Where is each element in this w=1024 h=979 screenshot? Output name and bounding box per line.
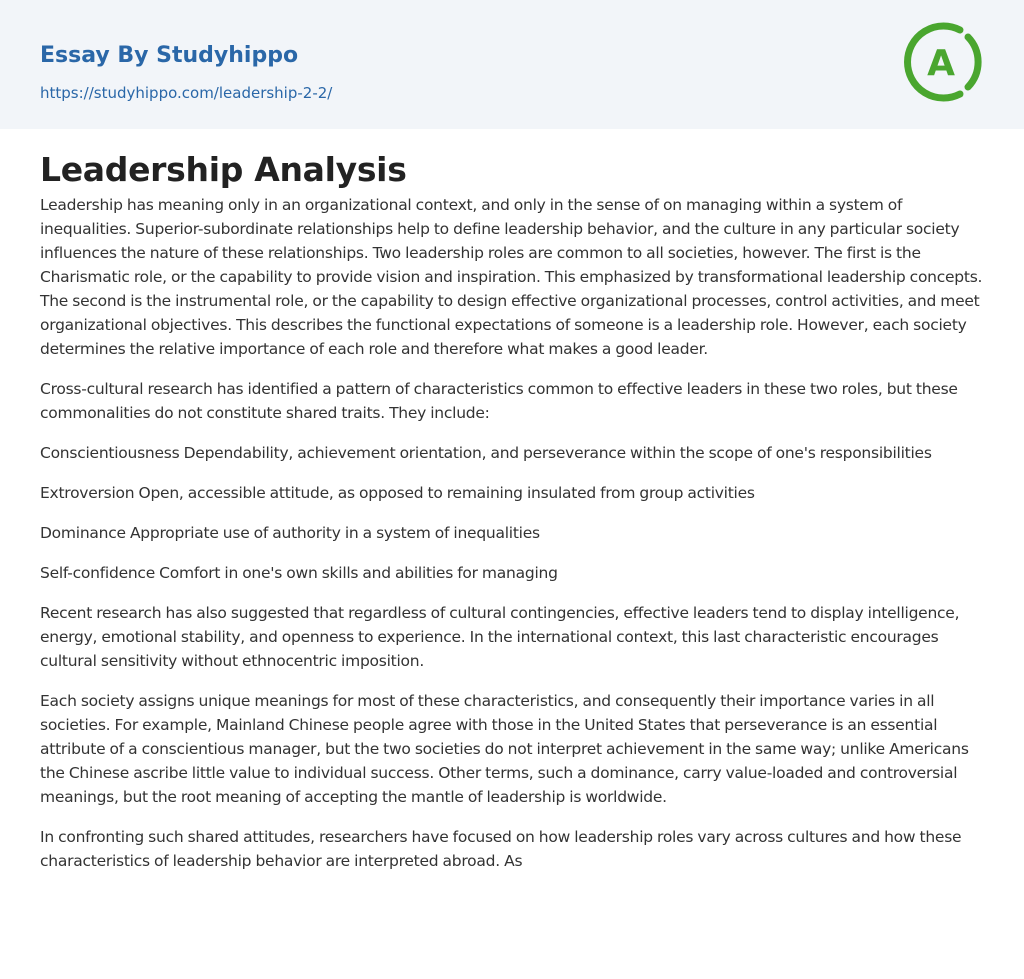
brand-title[interactable]: Essay By Studyhippo [40,43,299,68]
paragraph-self-confidence: Self-confidence Comfort in one's own skills and abilities for managing [40,564,558,582]
paragraph-recent-research: Recent research has also suggested that regardless of cultural contingencies, effective leaders tend to display intelligence, energy, emotional stability, and openness to experience. In the international context, this last characteristic encourages cultural sensitivity without ethnocentric imposition. [40,604,960,670]
site-header [0,0,1024,129]
article-body [0,129,1024,873]
paragraph-cross-cultural: Cross-cultural research has identified a pattern of characteristics common to effective leaders in these two roles, but these commonalities do not constitute shared traits. They include: [40,380,958,422]
paragraph-society-meanings: Each society assigns unique meanings for most of these characteristics, and consequently their importance varies in all societies. For example, Mainland Chinese people agree with those in the United States that perseverance is an essential attribute of a conscientious manager, but the two societies do not interpret achievement in the same way; unlike Americans the Chinese ascribe little value to individual success. Other terms, such a dominance, carry value-loaded and controversial meanings, but the root meaning of accepting the mantle of leadership is worldwide. [40,692,969,806]
logo-arc-right [968,37,978,87]
paragraph-conscientiousness: Conscientiousness Dependability, achievement orientation, and perseverance within the scope of one's responsibilities [40,444,932,462]
studyhippo-logo-icon[interactable] [898,18,986,106]
logo-letter: A [927,43,955,84]
paragraph-shared-attitudes: In confronting such shared attitudes, researchers have focused on how leadership roles vary across cultures and how these characteristics of leadership behavior are interpreted abroad. As [40,828,962,870]
paragraph-intro: Leadership has meaning only in an organizational context, and only in the sense of on managing within a system of inequalities. Superior-subordinate relationships help to define leadership behavior, and the culture in any particular society influences the nature of these relationships. Two leadership roles are common to all societies, however. The first is the Charismatic role, or the capability to provide vision and inspiration. This emphasized by transformational leadership concepts. The second is the instrumental role, or the capability to design effective organizational processes, control activities, and meet organizational objectives. This describes the functional expectations of someone is a leadership role. However, each society determines the relative importance of each role and therefore what makes a good leader. [40,196,983,358]
essay-url-link[interactable]: https://studyhippo.com/leadership-2-2/ [40,84,333,102]
page-title: Leadership Analysis [40,150,407,189]
paragraph-extroversion: Extroversion Open, accessible attitude, as opposed to remaining insulated from group activities [40,484,755,502]
logo-graphic [898,18,986,106]
paragraph-dominance: Dominance Appropriate use of authority in a system of inequalities [40,524,540,542]
